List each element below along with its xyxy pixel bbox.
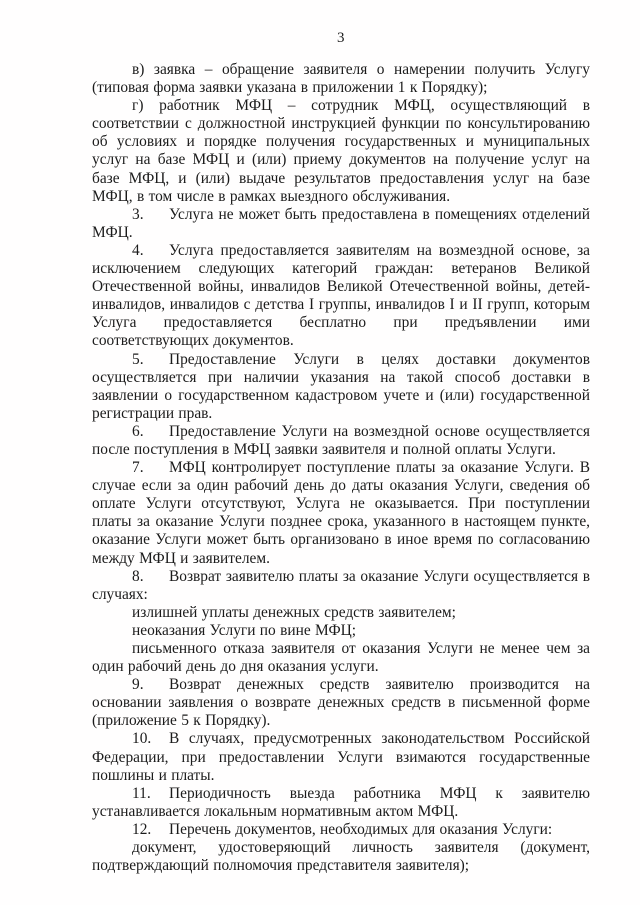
paragraph: 8. Возврат заявителю платы за оказание Услуги осуществляется в случаях:: [92, 567, 590, 603]
paragraph-number: 10.: [132, 730, 152, 748]
paragraph: 7. МФЦ контролирует поступление платы за оказание Услуги. В случае если за один рабочий день до даты оказания Услуги, сведения об оплате Услуги отсутствуют, Услуга не оказывается. При поступлении платы за оказание Услуги позднее срока, указанного в настоящем пункте, оказание Услуги может быть организовано в иное время по согласованию между МФЦ и заявителем.: [92, 459, 590, 567]
paragraph-number: 12.: [132, 820, 152, 838]
paragraph: 10. В случаях, предусмотренных законодательством Российской Федерации, при предоставлении Услуги взимаются государственные пошлины и платы.: [92, 730, 590, 784]
paragraph-number: 7.: [132, 459, 144, 477]
page-number: 3: [337, 30, 345, 46]
paragraph: 6. Предоставление Услуги на возмездной основе осуществляется после поступления в МФЦ заявки заявителя и полной оплаты Услуги.: [92, 422, 590, 458]
paragraph-number: 9.: [132, 676, 144, 694]
paragraph-number: 4.: [132, 241, 144, 259]
paragraph-number: 3.: [132, 205, 144, 223]
paragraph-number: 5.: [132, 350, 144, 368]
paragraph: 11. Периодичность выезда работника МФЦ к заявителю устанавливается локальным нормативным актом МФЦ.: [92, 784, 590, 820]
paragraph-number: 11.: [132, 784, 151, 802]
paragraph: в) заявка – обращение заявителя о намерении получить Услугу (типовая форма заявки указана в приложении 1 к Порядку);: [92, 61, 590, 97]
paragraph: 3. Услуга не может быть предоставлена в помещениях отделений МФЦ.: [92, 205, 590, 241]
paragraph: излишней уплаты денежных средств заявителем;: [132, 603, 456, 621]
paragraph-number: 8.: [132, 567, 144, 585]
paragraph: 4. Услуга предоставляется заявителям на возмездной основе, за исключением следующих категорий граждан: ветеранов Великой Отечественной войны, инвалидов Великой Отечественной войны, детей-инвалидов, инвалидов с детства I группы, инвалидов I и II групп, которым Услуга предоставляется бесплатно при предъявлении ими соответствующих документов.: [92, 241, 590, 350]
paragraph: неоказания Услуги по вине МФЦ;: [132, 621, 357, 639]
paragraph: 9. Возврат денежных средств заявителю производится на основании заявления о возврате денежных средств в письменной форме (приложение 5 к Порядку).: [92, 676, 590, 730]
document-body: [92, 61, 590, 875]
paragraph: 12. Перечень документов, необходимых для оказания Услуги:: [132, 820, 553, 838]
paragraph: г) работник МФЦ – сотрудник МФЦ, осуществляющий в соответствии с должностной инструкцией функции по консультированию об условиях и порядке получения государственных и муниципальных услуг на базе МФЦ и (или) приему документов на получение услуг на базе МФЦ, и (или) выдаче результатов предоставления услуг на базе МФЦ, в том числе в рамках выездного обслуживания.: [92, 97, 590, 205]
paragraph: письменного отказа заявителя от оказания Услуги не менее чем за один рабочий день до дня оказания услуги.: [92, 640, 590, 676]
paragraph: 5. Предоставление Услуги в целях доставки документов осуществляется при наличии указания на такой способ доставки в заявлении о государственном кадастровом учете и (или) государственной регистрации прав.: [92, 350, 590, 422]
paragraph-number: 6.: [132, 422, 144, 440]
paragraph: документ, удостоверяющий личность заявителя (документ, подтверждающий полномочия представителя заявителя);: [92, 839, 590, 875]
